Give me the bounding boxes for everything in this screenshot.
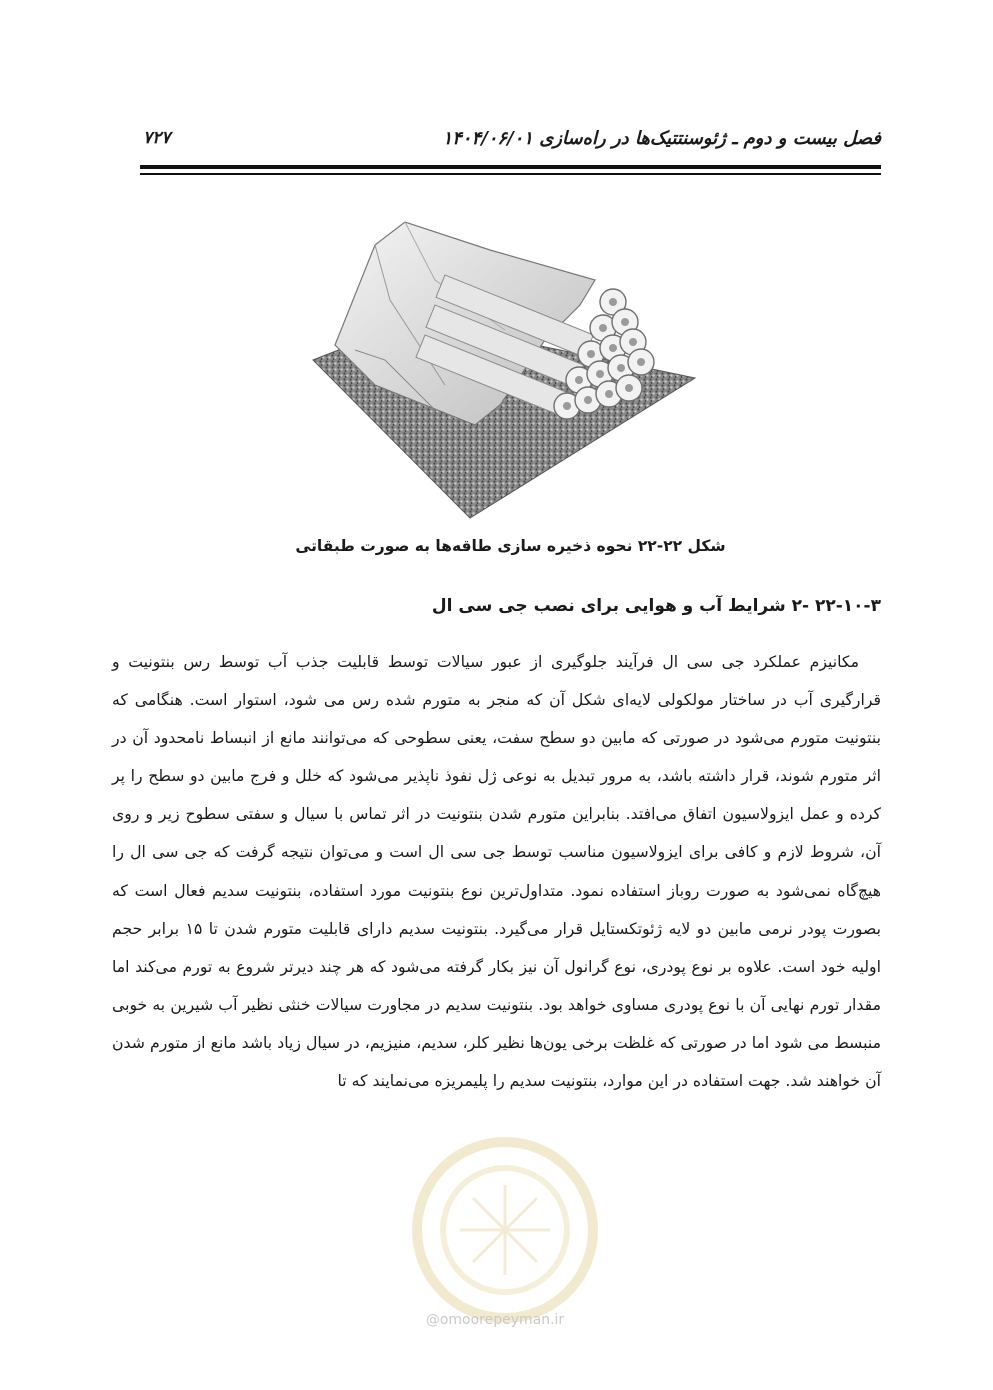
page-number: ۷۲۷: [143, 128, 171, 148]
figure-caption: شکل ۲۲-۲۲ نحوه ذخیره سازی طاقه‌ها به صورت طبقاتی: [295, 537, 726, 555]
header-rule-thick: [140, 165, 881, 169]
figure-stacked-rolls: [295, 210, 700, 525]
body-paragraph: مکانیزم عملکرد جی سی ال فرآیند جلوگیری از عبور سیالات توسط قابلیت جذب آب توسط رس بنتونیت و قرارگیری آب در ساختار مولکولی لایه‌ای شکل آن که منجر به متورم شده رس می شود، استوار است. هنگامی که بنتونیت متورم می‌شود در صورتی که مابین دو سطح سفت، یعنی سطوحی که می‌توانند مانع از انبساط نامحدود آن در اثر متورم شوند، قرار داشته باشد، به مرور تبدیل به نوعی ژل نفوذ ناپذیر می‌شود که خلل و فرج مابین دو سطح را پر کرده و عمل ایزولاسیون اتفاق می‌افتد. بنابراین متورم شدن بنتونیت در اثر تماس با سیال و سفتی سطوح زیر و روی آن، شروط لازم و کافی برای ایزولاسیون مناسب توسط جی سی ال است و می‌توان نتیجه گرفت که جی سی ال را هیچ‌گاه نمی‌شود به صورت روباز استفاده نمود. متداول‌ترین نوع بنتونیت مورد استفاده، بنتونیت سدیم فعال است که بصورت پودر نرمی مابین دو لایه ژئوتکستایل قرار می‌گیرد. بنتونیت سدیم دارای قابلیت متورم شدن تا ۱۵ برابر حجم اولیه خود است. علاوه بر نوع پودری، نوع گرانول آن نیز بکار گرفته می‌شود که هر چند دیرتر شروع به تورم می‌کند اما مقدار تورم نهایی آن با نوع پودری مساوی خواهد بود. بنتونیت سدیم در مجاورت سیالات خنثی نظیر آب شیرین به خوبی منبسط می شود اما در صورتی که غلظت برخی یون‌ها نظیر کلر، سدیم، منیزیم، در سیال زیاد باشد مانع از متورم شدن آن خواهند شد. جهت استفاده در این موارد، بنتونیت سدیم را پلیمریزه می‌نمایند که تا: [112, 652, 881, 1091]
section-heading: ۲۲-۱۰-۳ -۲ شرایط آب و هوایی برای نصب جی سی ال: [431, 596, 881, 616]
stacked-rolls-illustration: [295, 210, 700, 525]
body-text: [112, 643, 881, 1100]
watermark-text: @omoorepeyman.ir: [425, 1312, 565, 1328]
header-rule-thin: [140, 173, 881, 175]
page-header: [0, 0, 993, 180]
running-title: فصل بیست و دوم ـ ژئوسنتتیک‌ها در راه‌سازی ۱۴۰۴/۰۶/۰۱: [442, 128, 881, 149]
